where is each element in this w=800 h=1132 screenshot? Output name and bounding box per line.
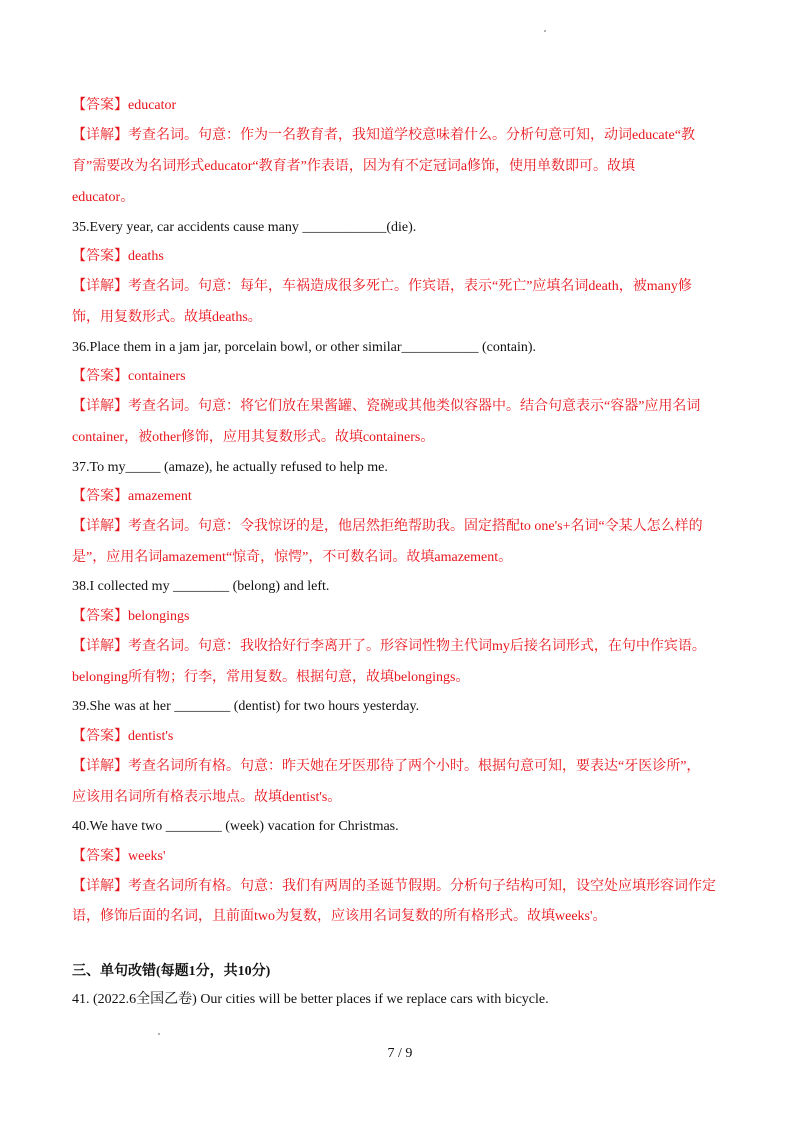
- bottom-dot-mark: [158, 1033, 160, 1035]
- question-41: 41. (2022.6全国乙卷) Our cities will be better places if we replace cars with bicycle.: [72, 992, 549, 1007]
- question-35: 35.Every year, car accidents cause many ____________(die).: [72, 220, 417, 235]
- explanation-40-line2: 语，修饰后面的名词，且前面two为复数，应该用名词复数的所有格形式。故填weeks'。: [72, 909, 607, 924]
- explanation-35-line2: 饰，用复数形式。故填deaths。: [72, 310, 262, 325]
- explanation-38-line2: belonging所有物；行李，常用复数。根据句意，故填belongings。: [72, 670, 470, 685]
- question-38: 38.I collected my ________ (belong) and left.: [72, 579, 330, 594]
- answer-39: 【答案】dentist's: [72, 729, 174, 744]
- answer-35: 【答案】deaths: [72, 249, 164, 264]
- explanation-35-line1: 【详解】考查名词。句意：每年，车祸造成很多死亡。作宾语，表示“死亡”应填名词death，被many修: [72, 279, 692, 294]
- explanation-37-line2: 是”，应用名词amazement“惊奇，惊愕”，不可数名词。故填amazement。: [72, 550, 513, 565]
- question-40: 40.We have two ________ (week) vacation for Christmas.: [72, 819, 399, 834]
- top-dot-mark: [544, 30, 546, 32]
- explanation-34-line1: 【详解】考查名词。句意：作为一名教育者，我知道学校意味着什么。分析句意可知，动词educate“教: [72, 128, 695, 143]
- explanation-36-line2: container，被other修饰，应用其复数形式。故填containers。: [72, 430, 435, 445]
- explanation-40-line1: 【详解】考查名词所有格。句意：我们有两周的圣诞节假期。分析句子结构可知，设空处应填形容词作定: [72, 879, 716, 894]
- explanation-38-line1: 【详解】考查名词。句意：我收拾好行李离开了。形容词性物主代词my后接名词形式，在句中作宾语。: [72, 639, 706, 654]
- question-37: 37.To my_____ (amaze), he actually refused to help me.: [72, 460, 388, 475]
- answer-36: 【答案】containers: [72, 369, 186, 384]
- question-39: 39.She was at her ________ (dentist) for two hours yesterday.: [72, 699, 420, 714]
- answer-34: 【答案】educator: [72, 98, 177, 113]
- explanation-34-line2: 育”需要改为名词形式educator“教育者”作表语，因为有不定冠词a修饰，使用单数即可。故填: [72, 159, 636, 174]
- answer-37: 【答案】amazement: [72, 489, 192, 504]
- explanation-37-line1: 【详解】考查名词。句意：令我惊讶的是，他居然拒绝帮助我。固定搭配to one's+名词“令某人怎么样的: [72, 519, 703, 534]
- explanation-36-line1: 【详解】考查名词。句意：将它们放在果酱罐、瓷碗或其他类似容器中。结合句意表示“容器”应用名词: [72, 399, 701, 414]
- answer-38: 【答案】belongings: [72, 609, 190, 624]
- question-36: 36.Place them in a jam jar, porcelain bowl, or other similar___________ (contain).: [72, 340, 537, 355]
- page-number: 7 / 9: [387, 1046, 413, 1061]
- explanation-39-line1: 【详解】考查名词所有格。句意：昨天她在牙医那待了两个小时。根据句意可知，要表达“牙医诊所”，: [72, 759, 701, 774]
- explanation-34-line3: educator。: [72, 190, 135, 205]
- section-heading: 三、单句改错(每题1分，共10分): [72, 964, 271, 979]
- answer-40: 【答案】weeks': [72, 849, 166, 864]
- explanation-39-line2: 应该用名词所有格表示地点。故填dentist's。: [72, 790, 342, 805]
